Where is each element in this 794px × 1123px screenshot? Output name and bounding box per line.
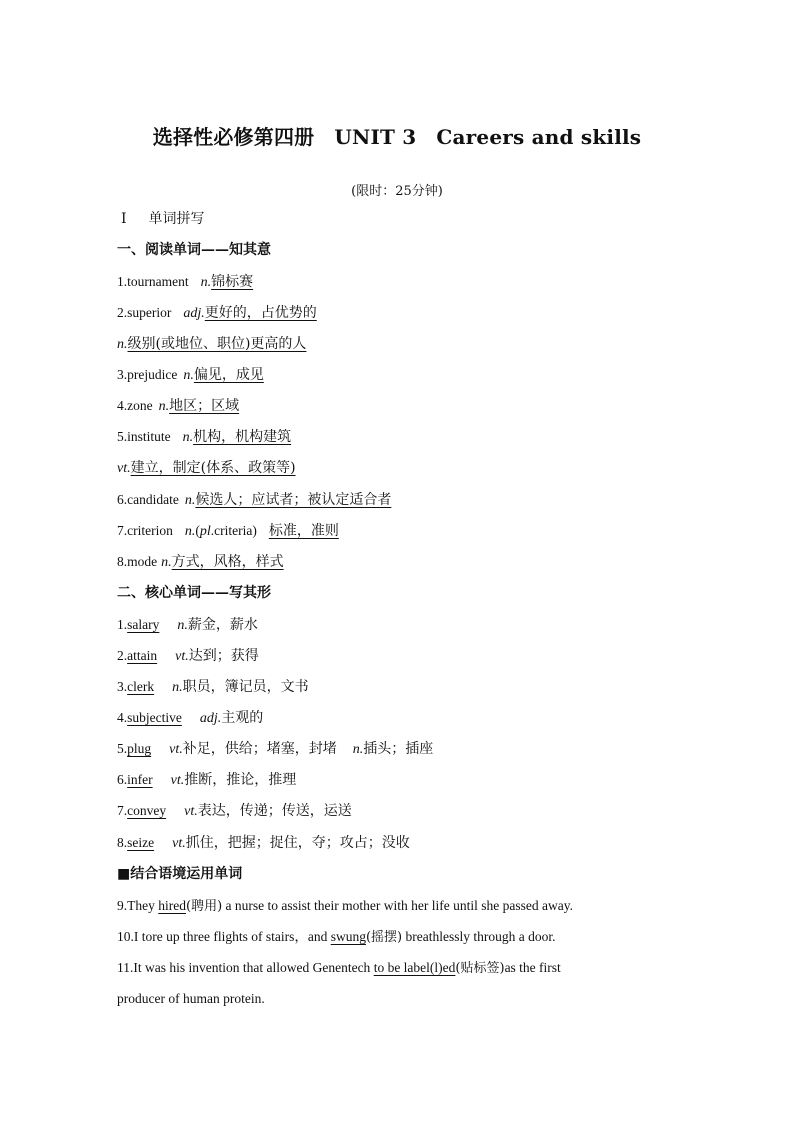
part3-heading: ■结合语境运用单词 (117, 866, 243, 882)
answer-blank: seize (127, 835, 155, 850)
answer-blank: attain (127, 648, 158, 663)
list-item: 3.clerk n.职员，簿记员，文书 (117, 679, 309, 695)
answer-blank: to be label(l)ed (373, 960, 456, 975)
sentence-10: 10.I tore up three flights of stairs，and swung(摇摆) breathlessly through a door. (117, 929, 556, 945)
list-item: 6.infer vt.推断，推论，推理 (117, 772, 297, 788)
list-item: 3.prejudice n.偏见，成见 (117, 367, 264, 383)
list-item: 6.candidate n.候选人；应试者；被认定适合者 (117, 492, 392, 508)
section-roman: Ⅰ (121, 211, 127, 227)
list-item: vt.建立，制定(体系、政策等) (117, 460, 296, 476)
list-item: 2.attain vt.达到；获得 (117, 648, 259, 664)
list-item: 7.criterion n.(pl.criteria) 标准，准则 (117, 523, 339, 539)
list-item: 1.tournament n.锦标赛 (117, 274, 254, 290)
answer-blank: infer (127, 772, 153, 787)
section-heading (121, 209, 205, 229)
list-item: 5.plug vt.补足，供给；堵塞，封堵 n.插头；插座 (117, 741, 434, 757)
list-item: 7.convey vt.表达，传递；传送，运送 (117, 803, 352, 819)
answer-blank: convey (127, 803, 167, 818)
title-english: Careers and skills (436, 125, 642, 149)
time-limit: (限时：25分钟) (351, 184, 443, 199)
part1-heading: 一、阅读单词——知其意 (117, 242, 271, 258)
list-item: n.级别(或地位、职位)更高的人 (117, 336, 307, 352)
list-item: 1.salary n.薪金，薪水 (117, 617, 258, 633)
sentence-11-continued: producer of human protein. (117, 991, 265, 1006)
title-chinese: 选择性必修第四册 (152, 125, 315, 149)
answer-blank: swung (330, 929, 366, 944)
answer-blank: clerk (127, 679, 155, 694)
answer-blank: hired (158, 898, 186, 913)
section-label: 单词拼写 (148, 211, 205, 227)
list-item: 8.seize vt.抓住，把握；捉住，夺；攻占；没收 (117, 835, 410, 851)
list-item: 8.mode n.方式，风格，样式 (117, 554, 284, 570)
list-item: 2.superior adj.更好的，占优势的 (117, 305, 317, 321)
list-item: 4.subjective adj.主观的 (117, 710, 264, 726)
list-item: 4.zone n.地区；区域 (117, 398, 240, 414)
sentence-9: 9.They hired(聘用) a nurse to assist their mother with her life until she passed away. (117, 898, 573, 914)
list-item: 5.institute n.机构，机构建筑 (117, 429, 292, 445)
answer-blank: subjective (127, 710, 182, 725)
part2-heading: 二、核心单词——写其形 (117, 585, 271, 601)
page-title (0, 121, 794, 150)
answer-blank: plug (127, 741, 152, 756)
sentence-11: 11.It was his invention that allowed Genentech to be label(l)ed(贴标签)as the first (117, 960, 561, 976)
answer-blank: salary (127, 617, 160, 632)
title-unit: UNIT 3 (334, 125, 417, 149)
